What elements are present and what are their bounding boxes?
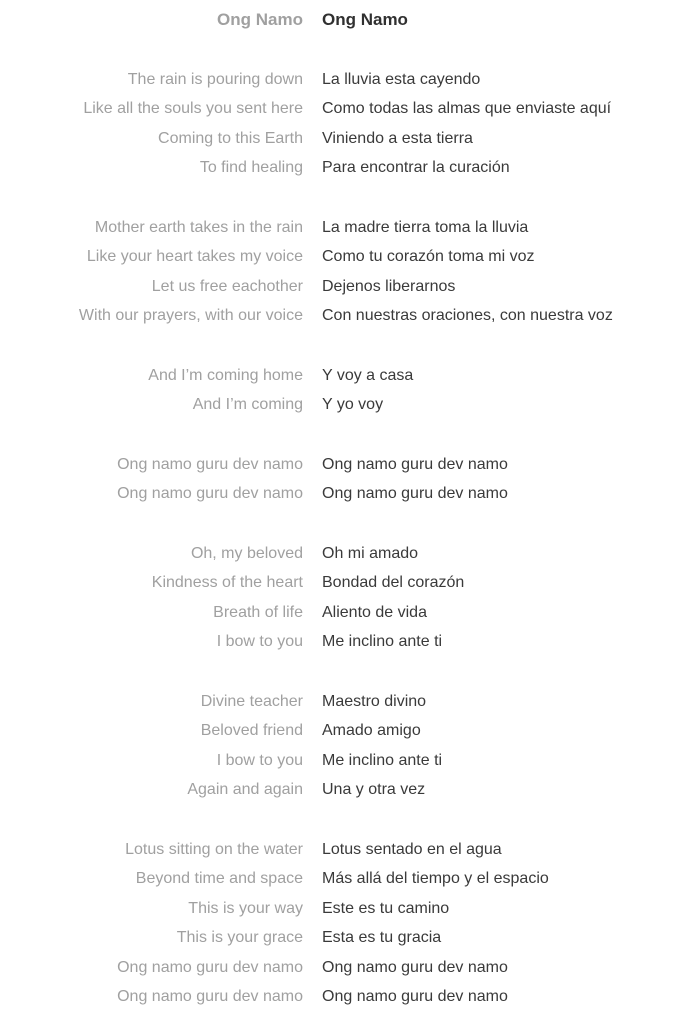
lyric-line [0, 361, 690, 391]
lyric-line [0, 153, 690, 183]
lyric-line-translation: Para encontrar la curación [322, 159, 510, 176]
lyric-line-translation: La lluvia esta cayendo [322, 70, 481, 88]
lyric-line [0, 568, 690, 598]
lyric-line-translation: Esta es tu gracia [322, 929, 442, 946]
lyric-line [0, 450, 690, 480]
lyric-line-original: And I’m coming [192, 396, 303, 413]
lyric-line [0, 864, 690, 894]
lyric-line-translation: Dejenos liberarnos [322, 277, 456, 295]
stanza [0, 539, 690, 657]
lyric-line-original: Again and again [187, 781, 303, 798]
lyric-line-original: Ong namo guru dev namo [117, 485, 303, 502]
lyric-line-original: Kindness of the heart [151, 574, 303, 591]
stanza [0, 450, 690, 509]
lyric-line [0, 775, 690, 805]
stanza [0, 687, 690, 805]
lyric-line-original: Ong namo guru dev namo [117, 455, 303, 473]
lyric-line [0, 835, 690, 865]
song-title-translation: Ong Namo [322, 10, 408, 29]
lyric-line-translation: Viniendo a esta tierra [322, 129, 473, 147]
lyric-line [0, 982, 690, 1012]
lyric-line-original: The rain is pouring down [127, 70, 303, 88]
lyric-line-translation: Ong namo guru dev namo [322, 988, 508, 1005]
stanzas [0, 65, 690, 1012]
lyric-line [0, 65, 690, 95]
lyric-line-translation: Aliento de vida [322, 603, 427, 621]
lyric-line-original: Beyond time and space [135, 870, 303, 887]
lyric-line-original: Like all the souls you sent here [83, 100, 303, 117]
lyric-line-original: Lotus sitting on the water [125, 840, 303, 858]
lyric-line [0, 953, 690, 983]
lyric-line [0, 746, 690, 776]
lyric-line-original: Let us free eachother [151, 277, 303, 295]
lyric-line-translation: Ong namo guru dev namo [322, 958, 508, 976]
lyric-line-original: Oh, my beloved [190, 544, 303, 562]
lyric-line-translation: Este es tu camino [322, 899, 450, 917]
lyric-line-original: Ong namo guru dev namo [117, 988, 303, 1005]
lyric-line [0, 301, 690, 331]
stanza [0, 361, 690, 420]
lyric-line [0, 124, 690, 154]
lyric-line [0, 272, 690, 302]
lyric-line [0, 94, 690, 124]
lyric-line-translation: La madre tierra toma la lluvia [322, 218, 529, 236]
lyric-line-translation: Como tu corazón toma mi voz [322, 248, 535, 265]
lyric-line-original: I bow to you [216, 633, 303, 650]
stanza [0, 213, 690, 331]
lyric-line-translation: Y yo voy [322, 396, 384, 413]
lyric-line-original: With our prayers, with our voice [78, 307, 303, 324]
lyric-line-translation: Me inclino ante ti [322, 751, 443, 769]
title-row [0, 5, 690, 35]
lyric-line-original: Mother earth takes in the rain [94, 218, 303, 236]
lyric-line-translation: Lotus sentado en el agua [322, 840, 502, 858]
lyric-line [0, 539, 690, 569]
lyric-line-translation: Maestro divino [322, 692, 427, 710]
lyric-line-translation: Y voy a casa [322, 366, 414, 384]
lyric-line-translation: Ong namo guru dev namo [322, 455, 508, 473]
lyric-line-original: This is your grace [176, 929, 303, 946]
lyric-line-translation: Más allá del tiempo y el espacio [322, 870, 549, 887]
lyric-line-original: Ong namo guru dev namo [117, 958, 303, 976]
lyric-line [0, 687, 690, 717]
lyric-line [0, 390, 690, 420]
lyric-line [0, 479, 690, 509]
lyric-line-translation: Amado amigo [322, 722, 421, 739]
song-title-original: Ong Namo [217, 10, 303, 29]
lyric-line-original: Coming to this Earth [158, 129, 303, 147]
lyric-line-translation: Me inclino ante ti [322, 633, 443, 650]
lyric-line-original: And I’m coming home [148, 366, 303, 384]
lyric-line [0, 627, 690, 657]
lyric-line [0, 598, 690, 628]
lyric-line-original: Like your heart takes my voice [86, 248, 303, 265]
lyric-line [0, 213, 690, 243]
lyric-line-original: Beloved friend [200, 722, 303, 739]
lyric-line-translation: Ong namo guru dev namo [322, 485, 508, 502]
lyric-line-translation: Una y otra vez [322, 781, 426, 798]
lyric-line-translation: Con nuestras oraciones, con nuestra voz [322, 307, 613, 324]
lyric-line-original: To find healing [199, 159, 303, 176]
lyric-line-original: I bow to you [216, 751, 303, 769]
lyric-line [0, 894, 690, 924]
lyric-line-translation: Como todas las almas que enviaste aquí [322, 100, 612, 117]
lyric-line [0, 242, 690, 272]
lyric-line-original: This is your way [188, 899, 303, 917]
stanza [0, 835, 690, 1012]
lyric-line [0, 716, 690, 746]
lyric-line-translation: Oh mi amado [322, 544, 419, 562]
lyric-line-translation: Bondad del corazón [322, 574, 465, 591]
stanza [0, 65, 690, 183]
lyric-line [0, 923, 690, 953]
lyric-line-original: Breath of life [213, 603, 303, 621]
lyric-line-original: Divine teacher [200, 692, 303, 710]
